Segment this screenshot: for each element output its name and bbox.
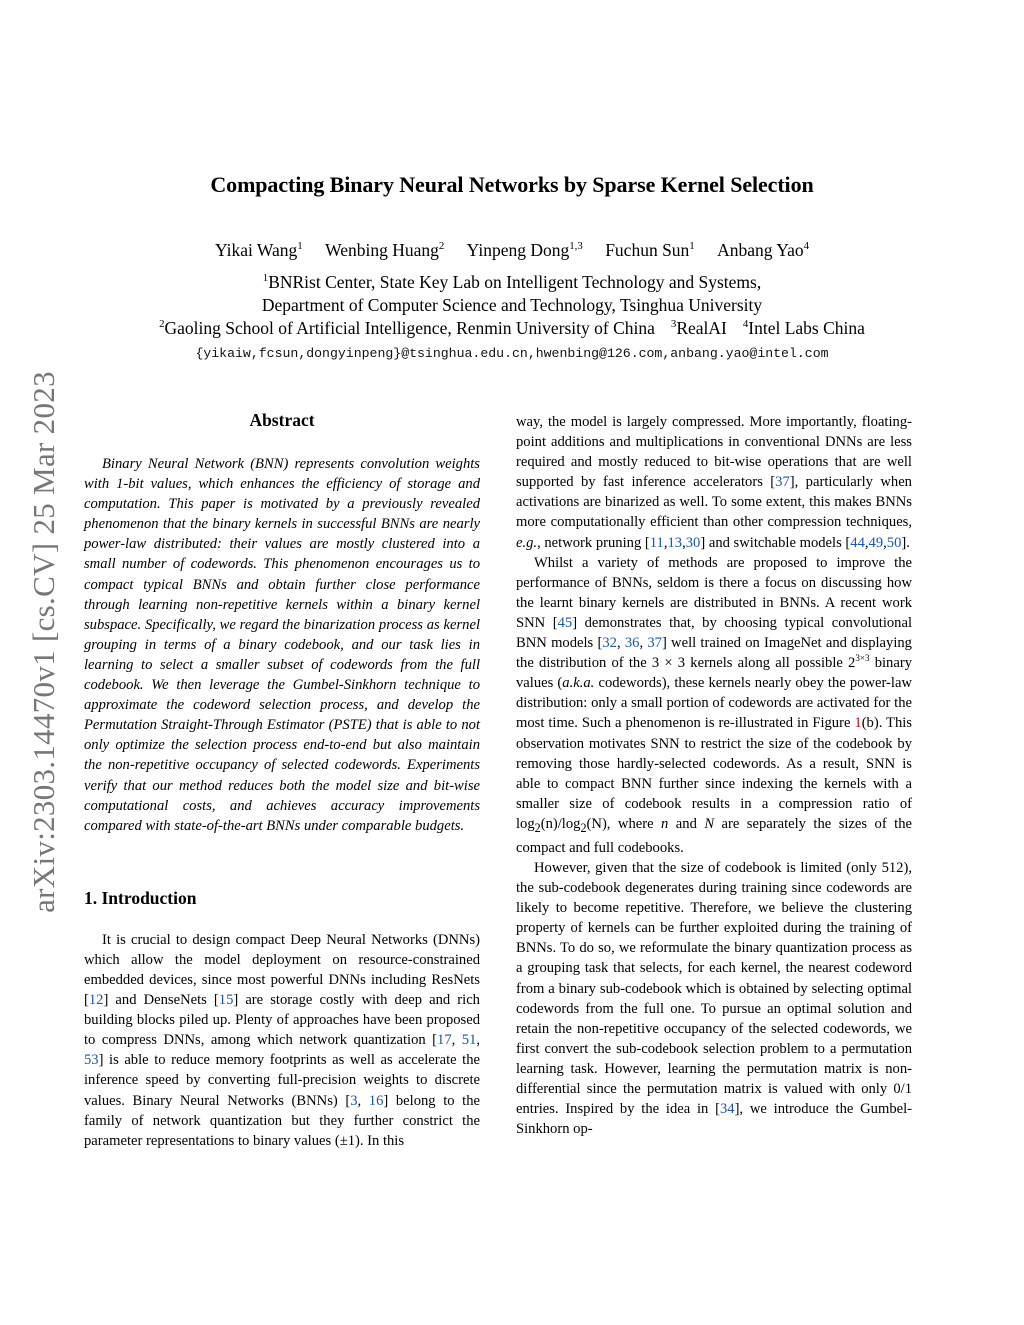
abstract-body: Binary Neural Network (BNN) represents convolution weights with 1-bit values, which enhances the efficiency of storage and computation. This paper is motivated by a previously revealed phenomenon that the binary kernels in successful BNNs are nearly power-law distributed: their values are mostly clustered into a small number of codewords. This phenomenon encourages us to compact typical BNNs and obtain further close performance through learning non-repetitive kernels within a binary kernel subspace. Specifically, we regard the binarization process as kernel grouping in terms of a binary codebook, and our task lies in learning to select a smaller subset of codewords from the full codebook. We then leverage the Gumbel-Sinkhorn technique to approximate the codeword selection process, and develop the Permutation Straight-Through Estimator (PSTE) that is able to not only optimize the selection process end-to-end but also maintain the non-repetitive occupancy of selected codewords. Experiments verify that our method reduces both the model size and bit-wise computational costs, and achieves accuracy improvements compared with state-of-the-art BNNs under comparable budgets. [84,456,480,834]
author: Anbang Yao$^4$ [717,240,810,260]
affiliation-line: $^2$Gaoling School of Artificial Intelligence, Renmin University of China $^3$RealAI $^4$Intel Labs China [159,318,865,338]
author: Wenbing Huang$^2$ [325,240,445,260]
citation-link[interactable]: 3 [350,1092,358,1109]
citation-link[interactable]: 12 [88,992,104,1009]
citation-link[interactable]: 11 [649,534,664,551]
citation-link[interactable]: 34 [719,1101,735,1118]
citation-link[interactable]: 37 [775,474,790,491]
citation-link[interactable]: 16 [368,1092,384,1109]
author-emails: {yikaiw,fcsun,dongyinpeng}@tsinghua.edu.cn,hwenbing@126.com,anbang.yao@intel.com [195,346,829,361]
citation-link[interactable]: 50 [886,534,902,551]
citation-link[interactable]: 36 [624,635,640,652]
citation-link[interactable]: 37 [647,635,662,652]
citation-link[interactable]: 15 [218,992,234,1009]
right-column [516,412,912,1139]
abstract-heading: Abstract [249,410,315,430]
citation-link[interactable]: 49 [868,534,884,551]
figure-reference-link[interactable]: 1 [854,715,862,732]
section-heading-introduction: 1. Introduction [84,887,197,908]
author-list [0,240,1024,261]
intro-paragraph: It is crucial to design compact Deep Neural Networks (DNNs) which allow the model deployment on resource-constrained embedded devices, since most powerful DNNs including ResNets [12] and DenseNets [15] are storage costly with deep and rich building blocks piled up. Plenty of approaches have been proposed to compress DNNs, among which network quantization [17, 51, 53] is able to reduce memory footprints as well as accelerate the inference speed by converting full-precision weights to discrete values. Binary Neural Networks (BNNs) [3, 16] belong to the family of network quantization but they further constrict the parameter representations to binary values (±1). In this [84,931,481,1149]
author: Yinpeng Dong$^{1,3}$ [466,240,583,260]
citation-link[interactable]: 45 [557,614,573,631]
body-paragraph: way, the model is largely compressed. More importantly, floating-point additions and multiplications in conventional DNNs are less required and mostly reduced to bit-wise operations that are well supported by fast inference accelerators [37], particularly when activations are binarized as well. To some extent, this makes BNNs more computationally efficient than other compression techniques, e.g., network pruning [11,13,30] and switchable models [44,49,50]. [516,414,912,551]
citation-link[interactable]: 44 [850,534,865,551]
citation-link[interactable]: 32 [602,635,617,652]
affiliation-line: $^1$BNRist Center, State Key Lab on Intelligent Technology and Systems, [262,272,762,292]
citation-link[interactable]: 17 [437,1032,452,1049]
citation-link[interactable]: 13 [667,534,683,551]
author: Fuchun Sun$^1$ [605,240,695,260]
affiliation-line: Department of Computer Science and Technology, Tsinghua University [261,295,763,315]
left-column [84,408,480,1151]
citation-link[interactable]: 53 [84,1052,99,1069]
citation-link[interactable]: 30 [685,534,701,551]
body-paragraph: However, given that the size of codebook is limited (only 512), the sub-codebook degenerates during training since codewords are likely to become repetitive. Therefore, we believe the clustering property of kernels can be further exploited during the training of BNNs. To do so, we reformulate the binary quantization process as a grouping task that selects, for each kernel, the nearest codeword from a binary sub-codebook which is obtained by selecting optimal codewords from the full one. To pursue an optimal solution and retain the non-repetitive occupancy of the selected codewords, we first convert the sub-codebook selection problem to a permutation learning task. However, learning the permutation matrix is non-differential since the permutation matrix is valued with only 0/1 entries. Inspired by the idea in [34], we introduce the Gumbel-Sinkhorn op- [516,859,913,1138]
arxiv-identifier-stamp: arXiv:2303.14470v1 [cs.CV] 25 Mar 2023 [26,371,61,913]
body-paragraph: Whilst a variety of methods are proposed to improve the performance of BNNs, seldom is there a focus on discussing how the learnt binary kernels are distributed in BNNs. A recent work SNN [45] demonstrates that, by choosing typical convolutional BNN models [32, 36, 37] well trained on ImageNet and displaying the distribution of the 3 × 3 kernels along all possible $2^{3\times 3}$ binary values (a.k.a. codewords), these kernels nearly obey the power-law distribution: only a small portion of codewords are activated for the most time. Such a phenomenon is re-illustrated in Figure 1(b). This observation motivates SNN to restrict the size of the codebook by removing those hardly-selected codewords. As a result, SNN is able to compact BNN further since indexing the kernels with a smaller size of codebook results in a compression ratio of $\log_2(n)/\log_2(N)$, where n and N are separately the sizes of the compact and full codebooks. [516,554,913,856]
author: Yikai Wang$^1$ [214,240,303,260]
paper-title: Compacting Binary Neural Networks by Sparse Kernel Selection [210,172,814,197]
citation-link[interactable]: 51 [461,1032,477,1049]
